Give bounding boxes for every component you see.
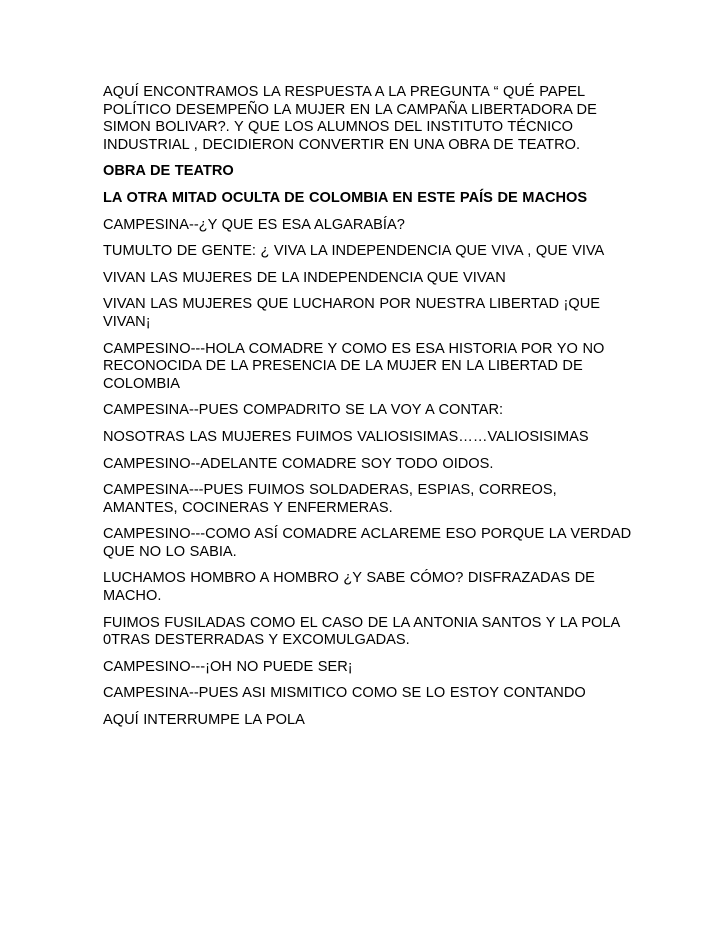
dialogue-line: LUCHAMOS HOMBRO A HOMBRO ¿Y SABE CÓMO? DISFRAZADAS DE MACHO. [103, 570, 595, 605]
dialogue-line: VIVAN LAS MUJERES DE LA INDEPENDENCIA QUE VIVAN [103, 269, 506, 286]
dialogue-line: FUIMOS FUSILADAS COMO EL CASO DE LA ANTONIA SANTOS Y LA POLA 0TRAS DESTERRADAS Y EXCOMULGADAS. [103, 614, 620, 649]
dialogue-line: CAMPESINO--ADELANTE COMADRE SOY TODO OIDOS. [103, 455, 494, 472]
dialogue-line: CAMPESINO---COMO ASÍ COMADRE ACLAREME ESO PORQUE LA VERDAD QUE NO LO SABIA. [103, 526, 632, 560]
dialogue-line: CAMPESINA---PUES FUIMOS SOLDADERAS, ESPIAS, CORREOS, AMANTES, COCINERAS Y ENFERMERAS. [103, 482, 557, 516]
dialogue-line: CAMPESINO---HOLA COMADRE Y COMO ES ESA HISTORIA POR YO NO RECONOCIDA DE LA PRESENCIA DE LA MUJER EN LA LIBERTAD DE COLOMBIA [103, 340, 605, 392]
play-title: LA OTRA MITAD OCULTA DE COLOMBIA EN ESTE PAÍS DE MACHOS [103, 189, 588, 206]
document-body [103, 84, 633, 739]
dialogue-line: VIVAN LAS MUJERES QUE LUCHARON POR NUESTRA LIBERTAD ¡QUE VIVAN¡ [103, 296, 601, 330]
dialogue-line: CAMPESINA--PUES ASI MISMITICO COMO SE LO ESTOY CONTANDO [103, 685, 586, 702]
section-heading: OBRA DE TEATRO [103, 163, 234, 180]
intro-paragraph: AQUÍ ENCONTRAMOS LA RESPUESTA A LA PREGUNTA “ QUÉ PAPEL POLÍTICO DESEMPEÑO LA MUJER EN LA CAMPAÑA LIBERTADORA DE SIMON BOLIVAR?. Y QUE LOS ALUMNOS DEL INSTITUTO TÉCNICO INDUSTRIAL , DECIDIERON CONVERTIR EN UNA OBRA DE TEATRO. [103, 84, 597, 153]
dialogue-line: CAMPESINA--¿Y QUE ES ESA ALGARABÍA? [103, 216, 405, 233]
dialogue-line: NOSOTRAS LAS MUJERES FUIMOS VALIOSISIMAS……VALIOSISIMAS [103, 428, 589, 445]
stage-direction: AQUÍ INTERRUMPE LA POLA [103, 712, 305, 729]
dialogue-line: CAMPESINO---¡OH NO PUEDE SER¡ [103, 658, 353, 675]
dialogue-line: TUMULTO DE GENTE: ¿ VIVA LA INDEPENDENCIA QUE VIVA , QUE VIVA [103, 243, 605, 260]
dialogue-line: CAMPESINA--PUES COMPADRITO SE LA VOY A CONTAR: [103, 402, 504, 419]
